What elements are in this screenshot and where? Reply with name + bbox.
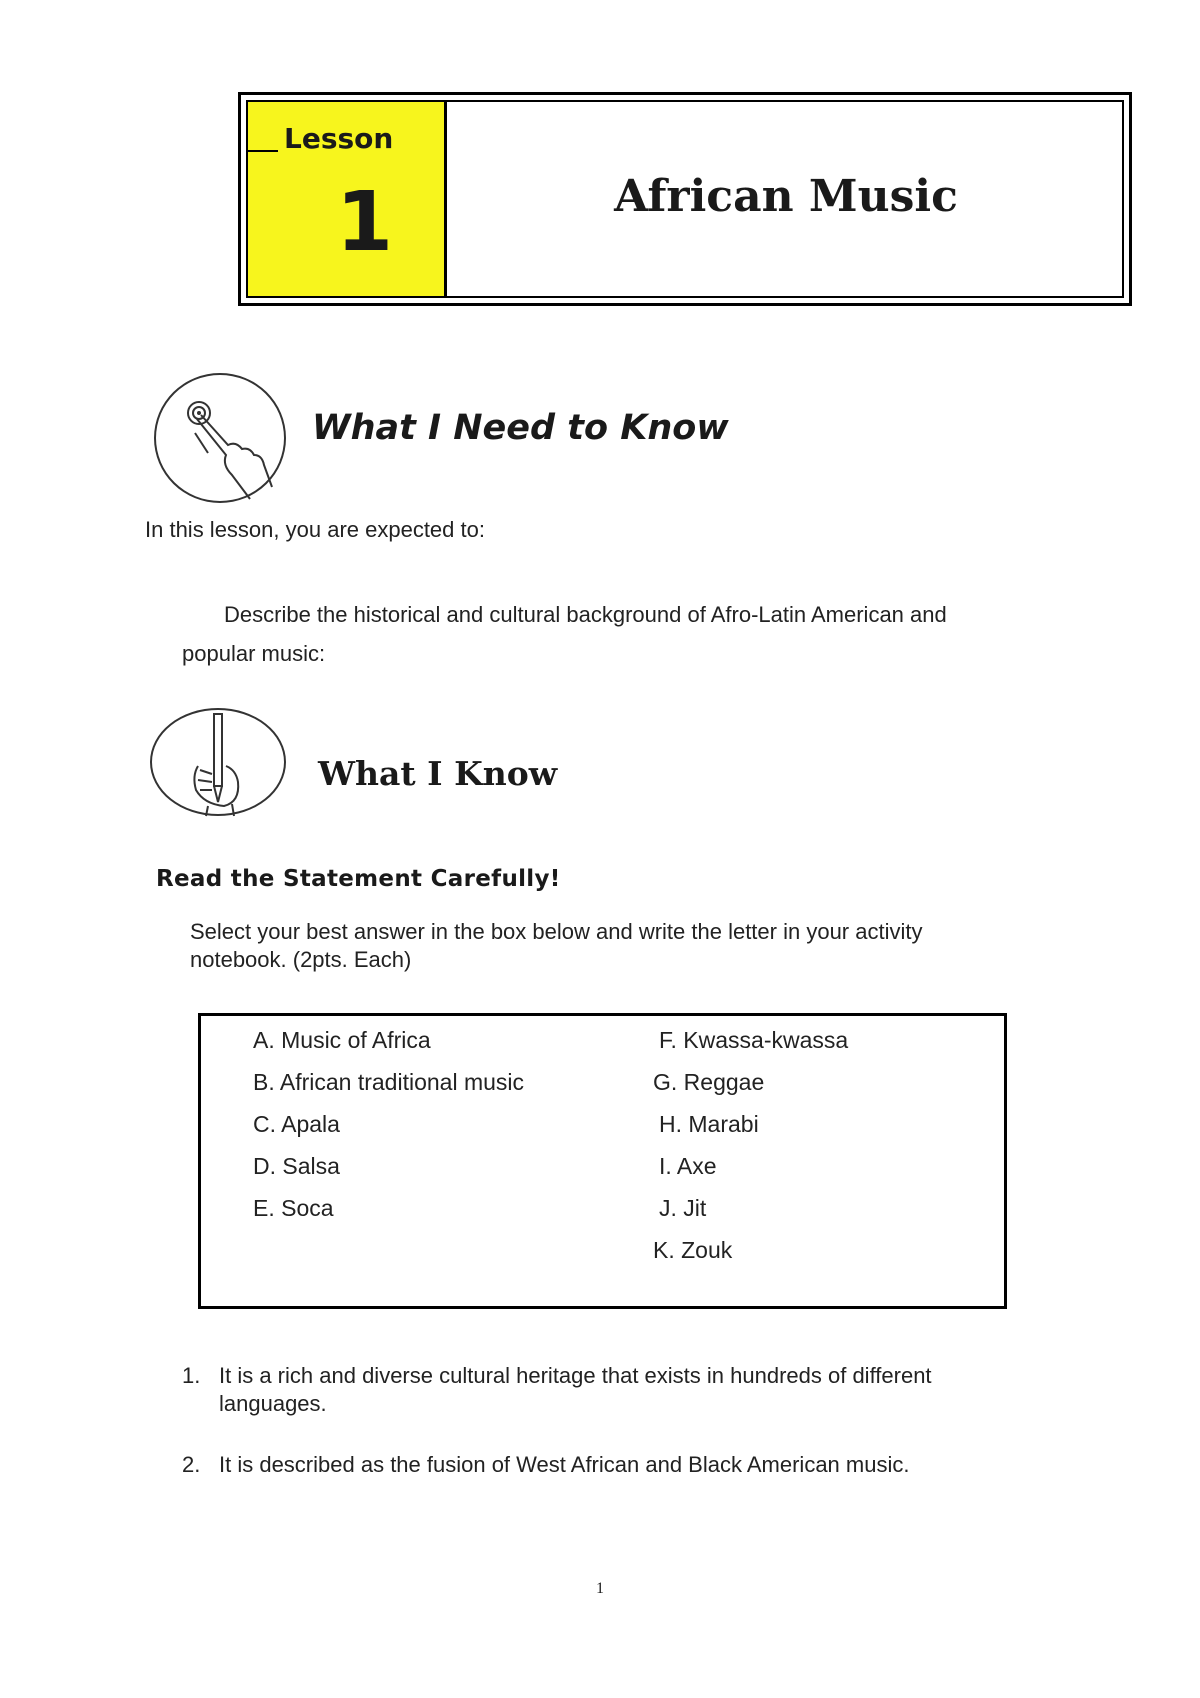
question-text-line: languages. xyxy=(219,1391,327,1416)
choice-item: H. Marabi xyxy=(659,1111,759,1137)
answer-choices-box xyxy=(198,1013,1007,1309)
hand-holding-pencil-icon xyxy=(150,708,286,816)
choice-item: F. Kwassa-kwassa xyxy=(659,1027,849,1053)
intro-text: In this lesson, you are expected to: xyxy=(145,517,485,542)
lesson-header xyxy=(238,92,1132,306)
choice-item: G. Reggae xyxy=(653,1069,765,1095)
lesson-number: 1 xyxy=(336,175,394,270)
instruction-line-2: notebook. (2pts. Each) xyxy=(190,947,412,972)
objective-line-2: popular music: xyxy=(182,641,326,666)
instruction-line-1: Select your best answer in the box below and write the letter in your activity xyxy=(190,919,923,944)
question-text-line: It is described as the fusion of West African and Black American music. xyxy=(219,1452,910,1477)
choice-item: A. Music of Africa xyxy=(253,1027,431,1053)
section-title-need-to-know: What I Need to Know xyxy=(312,408,729,448)
objective-line-1: Describe the historical and cultural background of Afro-Latin American and xyxy=(224,602,947,627)
lesson-accent-line xyxy=(248,150,278,152)
choice-item: I. Axe xyxy=(659,1153,717,1179)
lesson-badge xyxy=(248,102,447,296)
choice-item: J. Jit xyxy=(659,1195,707,1221)
lesson-title-cell xyxy=(450,102,1122,296)
question-text-line: It is a rich and diverse cultural heritage that exists in hundreds of different xyxy=(219,1363,932,1388)
page-number: 1 xyxy=(596,1580,604,1597)
lesson-label: Lesson xyxy=(284,122,394,155)
choice-item: D. Salsa xyxy=(253,1153,340,1179)
read-statement-heading: Read the Statement Carefully! xyxy=(156,866,561,892)
choice-item: C. Apala xyxy=(253,1111,340,1137)
question-number: 1. xyxy=(182,1363,201,1388)
pointing-hand-icon xyxy=(154,373,286,503)
lesson-header-inner xyxy=(246,100,1124,298)
choice-item: K. Zouk xyxy=(653,1237,733,1263)
question-number: 2. xyxy=(182,1452,201,1477)
choice-item: B. African traditional music xyxy=(253,1069,525,1095)
section-title-what-i-know: What I Know xyxy=(318,754,558,793)
lesson-title: African Music xyxy=(614,170,958,222)
choice-item: E. Soca xyxy=(253,1195,334,1221)
